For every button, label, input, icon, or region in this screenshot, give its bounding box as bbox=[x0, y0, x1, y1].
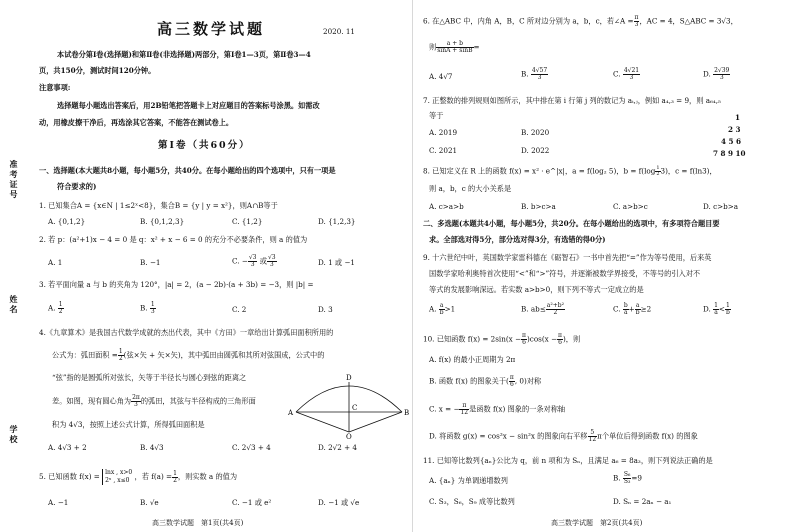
q3-stem: 3. 若平面向量 a 与 b 的夹角为 120°，|a| = 2，(a − 2b)·(a + 3b) = −3，则 |b| = bbox=[39, 280, 314, 289]
q1-option-c: C. {1,2} bbox=[232, 217, 263, 226]
q9-line-1: 9. 十六世纪中叶，英国数学家雷科德在《砺智石》一书中首先把“=”作为等号使用，后来英 bbox=[423, 253, 712, 262]
q6-option-d: D. $\frac{2√39}{3}$ bbox=[703, 67, 730, 81]
q8-option-c: C. a>b>c bbox=[613, 202, 648, 211]
q8-stem: 8. 已知定义在 R 上的函数 f(x) = x² · e^|x|，a = f(log₂ 5)，b = f(log $\frac{1}{2}$ 3)，c = f(ln3)， bbox=[423, 165, 717, 177]
q9-option-d: D. $\frac{1}{a}$ < $\frac{1}{b}$ bbox=[703, 302, 730, 316]
q10-stem: 10. 已知函数 f(x) = 2sin(x − $\frac{\pi}{6}$ )cos(x − $\frac{\pi}{6}$ )，则 bbox=[423, 332, 581, 346]
q5-piecewise: lnx , x>0 2ˣ , x≤0 bbox=[102, 469, 132, 485]
q5-option-b: B. √e bbox=[140, 498, 159, 507]
point-a-label: A bbox=[288, 409, 294, 417]
q4-line-3: “弦”指的是圆弧所对弦长，矢等于半径长与圆心到弦的距离之 bbox=[52, 373, 247, 382]
q10-option-a: A. f(x) 的最小正周期为 2π bbox=[429, 355, 516, 364]
q9-option-b: B. ab≤ $\frac{\text{a²+b²}}{2}$ bbox=[521, 302, 565, 316]
q7-option-d: D. 2022 bbox=[521, 146, 550, 155]
q1-option-b: B. {0,1,2,3} bbox=[140, 217, 185, 226]
q7-option-b: B. 2020 bbox=[521, 128, 550, 137]
sidebar-label-school: 学校 bbox=[9, 425, 18, 445]
q6-option-b: B. $\frac{4√57}{3}$ bbox=[521, 67, 548, 81]
point-b-label: B bbox=[404, 409, 410, 417]
notes-line-2: 动，用橡皮擦干净后，再选涂其它答案，不能答在测试卷上。 bbox=[39, 118, 234, 127]
point-c-label: C bbox=[352, 404, 358, 412]
q7-triangle-row-2: 2 3 bbox=[728, 125, 741, 134]
q2-option-a: A. 1 bbox=[48, 258, 63, 267]
q6-expression: 则 $\frac{a + b}{\sin A + \sin B}$ = bbox=[429, 40, 480, 54]
q1-option-a: A. {0,1,2} bbox=[48, 217, 86, 226]
q2-option-b: B. −1 bbox=[140, 258, 161, 267]
section-heading: 第Ⅰ卷（共60分） bbox=[158, 140, 251, 151]
q3-option-a: A. $\frac{1}{2}$ bbox=[48, 301, 63, 315]
q4-option-c: C. 2√3 + 4 bbox=[232, 443, 271, 452]
q7-stem: 7. 正整数的排列规则如图所示，其中排在第 i 行第 j 列的数记为 aᵢ,ⱼ，例如 a₄,₃ = 9，则 a₆₄,₅ bbox=[423, 96, 721, 105]
q7-stem-2: 等于 bbox=[429, 111, 444, 120]
q11-option-b: B. $\frac{\text{S₆}}{\text{S₃}}$ =9 bbox=[613, 471, 642, 485]
radius-ob bbox=[349, 412, 402, 432]
notes-line-1: 选择题每小题选出答案后，用2B铅笔把答题卡上对应题目的答案标号涂黑。如需改 bbox=[57, 101, 320, 110]
part2-instructions-2: 求。全部选对得5分，部分选对得3分，有选错的得0分) bbox=[429, 235, 606, 244]
q5-option-d: D. −1 或 √e bbox=[318, 498, 360, 507]
q11-option-d: D. Sₙ = 2aₙ − a₁ bbox=[613, 497, 672, 506]
q9-option-a: A. $\frac{a}{b}$ >1 bbox=[429, 302, 456, 316]
q3-option-c: C. 2 bbox=[232, 305, 247, 314]
q8-option-d: D. c>b>a bbox=[703, 202, 739, 211]
q10-option-c: C. x = − $\frac{\pi}{12}$ 是函数 f(x) 图象的一条对称轴 bbox=[429, 402, 566, 416]
q11-option-c: C. S₃，S₆，S₉ 成等比数列 bbox=[429, 497, 515, 506]
q3-option-d: D. 3 bbox=[318, 305, 333, 314]
left-footer: 高三数学试题 第1页(共4页) bbox=[152, 519, 244, 527]
q2-stem: 2. 若 p：(a²+1)x − 4 = 0 是 q：x² + x − 6 = 0 的充分不必要条件，则 a 的值为 bbox=[39, 235, 308, 244]
q7-triangle-row-4: 7 8 9 10 bbox=[713, 149, 746, 158]
point-o-label: O bbox=[346, 433, 352, 440]
q4-line-1: 4.《九章算术》是我国古代数学成就的杰出代表，其中《方田》一章给出计算弧田面积所用的 bbox=[39, 328, 334, 337]
q7-triangle-row-1: 1 bbox=[735, 113, 741, 122]
sidebar-label-exam-number: 准考证号 bbox=[9, 160, 18, 200]
q9-option-c: C. $\frac{b}{a}$ + $\frac{a}{b}$ ≥2 bbox=[613, 302, 652, 316]
q11-option-a: A. {aₙ} 为单调递增数列 bbox=[429, 476, 508, 485]
intro-line-1: 本试卷分第Ⅰ卷(选择题)和第Ⅱ卷(非选择题)两部分，第Ⅰ卷1—3页，第Ⅱ卷3—4 bbox=[57, 50, 311, 59]
right-page bbox=[413, 0, 794, 532]
q11-stem: 11. 已知等比数列{aₙ}公比为 q，前 n 项和为 Sₙ，且满足 a₆ = 8a₃，则下列说法正确的是 bbox=[423, 456, 713, 465]
q8-stem-2: 则 a，b，c 的大小关系是 bbox=[429, 184, 512, 193]
q4-option-a: A. 4√3 + 2 bbox=[48, 443, 87, 452]
q9-line-2: 国数学家哈利奥特首次使用“<”和“>”符号，并逐渐被数学界接受，不等号的引入对不 bbox=[429, 269, 701, 278]
q6-option-a: A. 4√7 bbox=[429, 72, 453, 81]
q1-stem: 1. 已知集合A = {x∈N | 1≤2ˣ<8}，集合B = {y | y = x²}，则A∩B等于 bbox=[39, 201, 278, 210]
intro-line-2: 页，共150分，测试时间120分钟。 bbox=[39, 66, 156, 75]
q6-option-c: C. $\frac{4√21}{3}$ bbox=[613, 67, 640, 81]
q8-option-b: B. b>c>a bbox=[521, 202, 556, 211]
q1-option-d: D. {1,2,3} bbox=[318, 217, 356, 226]
part1-instructions-2: 符合要求的) bbox=[57, 182, 97, 191]
q4-line-5: 积为 4√3，按照上述公式计算，所得弧田面积是 bbox=[52, 420, 205, 429]
point-d-label: D bbox=[346, 374, 352, 382]
q2-option-c: C. − $\frac{√3}{3}$ 或 $\frac{√3}{3}$ bbox=[232, 254, 276, 268]
q5-option-a: A. −1 bbox=[48, 498, 69, 507]
q8-option-a: A. c>a>b bbox=[429, 202, 464, 211]
q9-line-3: 等式的发展影响深远。若实数 a>b>0，则下列不等式一定成立的是 bbox=[429, 285, 644, 294]
arc-field-figure bbox=[286, 370, 412, 440]
q7-option-a: A. 2019 bbox=[429, 128, 458, 137]
exam-title: 高三数学试题 bbox=[157, 20, 266, 38]
q10-option-b: B. 函数 f(x) 的图象关于( $\frac{\pi}{6}$ , 0)对称 bbox=[429, 374, 542, 388]
radius-oa bbox=[296, 412, 349, 432]
q4-option-b: B. 4√3 bbox=[140, 443, 164, 452]
sidebar-label-name: 姓名 bbox=[9, 295, 18, 315]
q7-triangle-row-3: 4 5 6 bbox=[721, 137, 742, 146]
q2-option-d: D. 1 或 −1 bbox=[318, 258, 356, 267]
q4-line-4: 差。如图，现有圆心角为 $\frac{2\pi}{3}$ 的弧田，其弦与半径构成的三角形面 bbox=[52, 394, 256, 408]
q3-option-b: B. $\frac{1}{3}$ bbox=[140, 301, 155, 315]
q7-option-c: C. 2021 bbox=[429, 146, 458, 155]
q5-stem: 5. 已知函数 f(x) = lnx , x>0 2ˣ , x≤0 ，若 f(a) = $\frac{1}{2}$ ，则实数 a 的值为 bbox=[39, 469, 238, 484]
part1-instructions-1: 一、选择题(本大题共8小题，每小题5分，共40分。在每小题给出的四个选项中，只有一项是 bbox=[39, 166, 336, 175]
q10-option-d: D. 将函数 g(x) = cos²x − sin²x 的图象向右平移 $\frac{5}{12}$ π个单位后得到函数 f(x) 的图象 bbox=[429, 429, 698, 443]
right-footer: 高三数学试题 第2页(共4页) bbox=[551, 519, 643, 527]
q4-option-d: D. 2√2 + 4 bbox=[318, 443, 357, 452]
exam-date: 2020. 11 bbox=[323, 27, 356, 36]
part2-instructions-1: 二、多选题(本题共4小题，每小题5分，共20分。在每小题给出的选项中，有多项符合题目要 bbox=[423, 219, 720, 228]
q5-option-c: C. −1 或 e² bbox=[232, 498, 272, 507]
notes-label: 注意事项: bbox=[39, 83, 71, 92]
q4-line-2: 公式为：弧田面积 = $\frac{1}{2}$ (弦×矢 + 矢×矢)，其中弧田由圆弧和其所对弦围成，公式中的 bbox=[52, 348, 325, 362]
q6-stem: 6. 在△ABC 中，内角 A，B，C 所对边分别为 a，b，c，若∠A = $\frac{\pi}{3}$ ，AC = 4，S△ABC = 3√3， bbox=[423, 14, 738, 28]
